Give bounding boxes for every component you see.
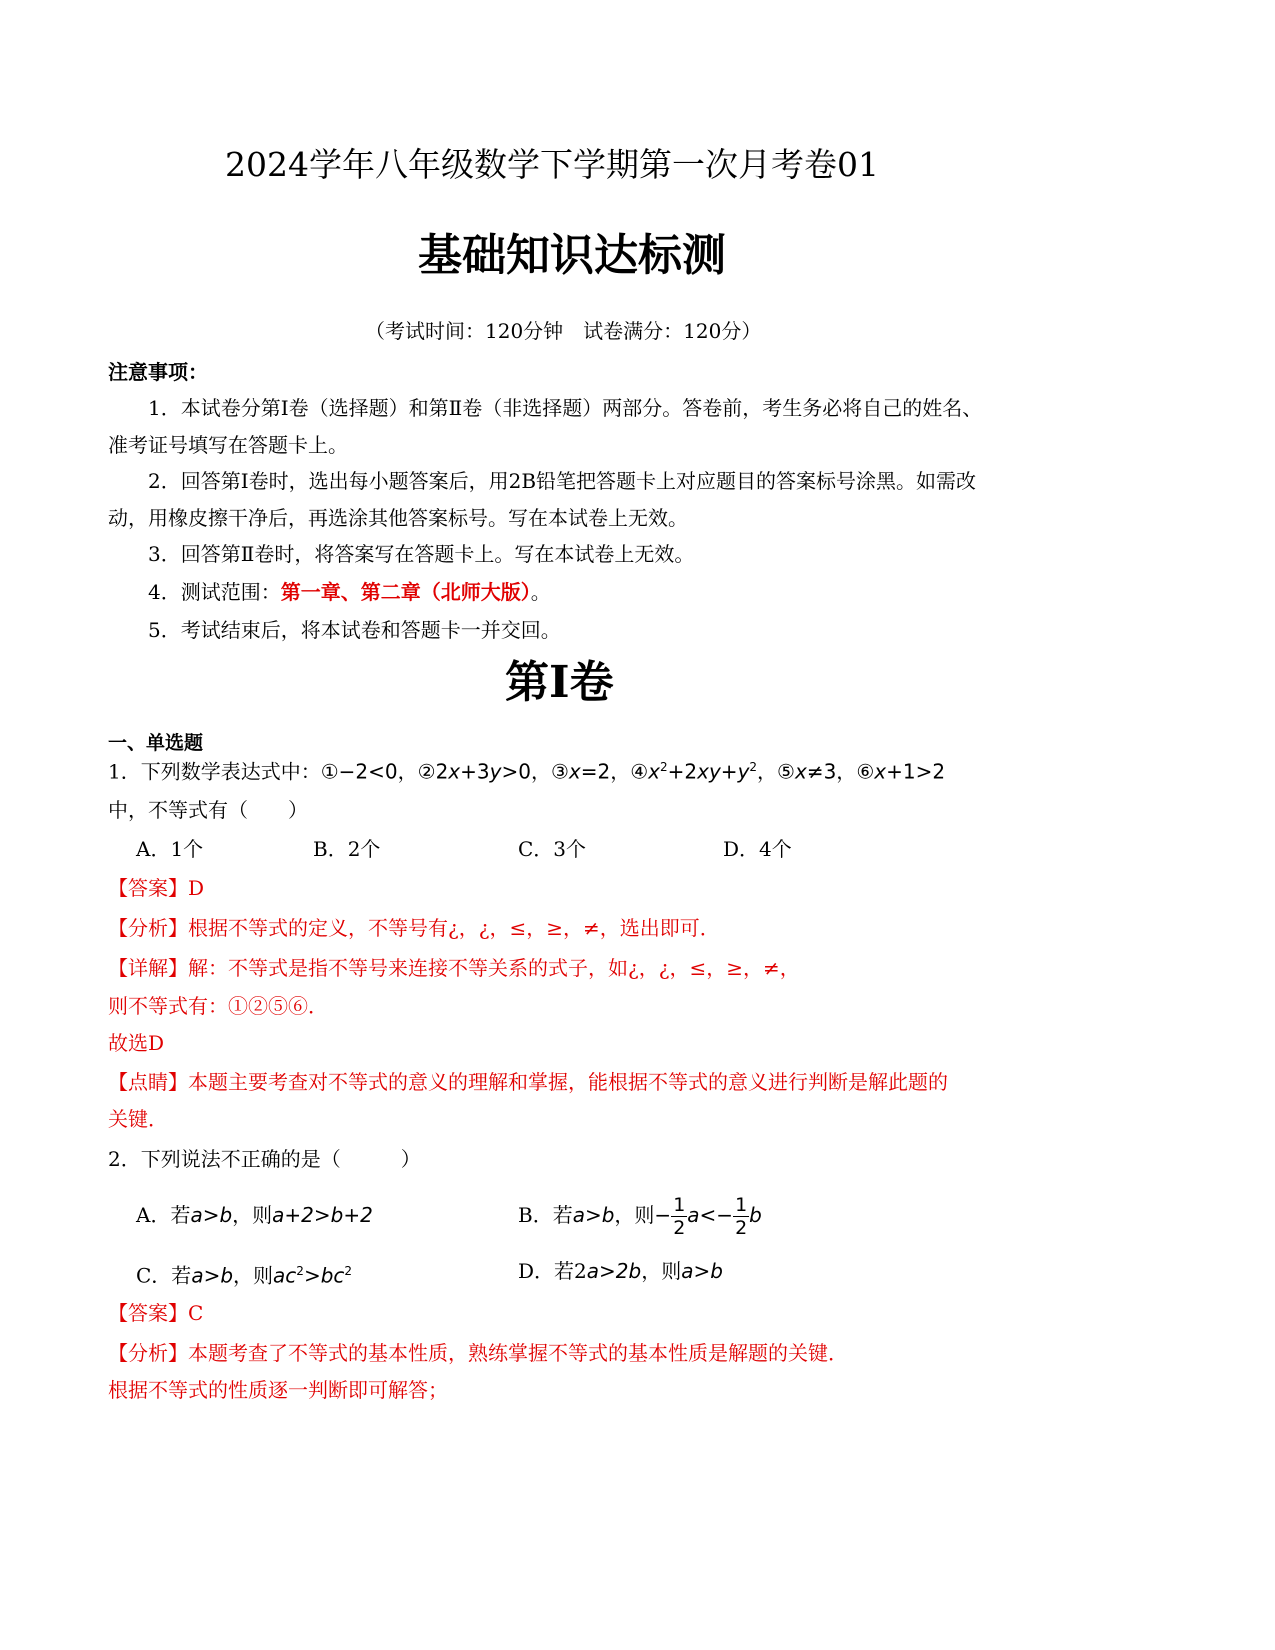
note-item-2-line-2: 动，用橡皮擦干净后，再选涂其他答案标号。写在本试卷上无效。 [108, 506, 688, 530]
exam-info: （考试时间：120分钟 试卷满分：120分） [365, 319, 762, 343]
q1-var-y: y [737, 759, 750, 784]
q1-detail-line-2: 则不等式有：①②⑤⑥． [108, 994, 328, 1018]
note-item-2-line-1: 2．回答第Ⅰ卷时，选出每小题答案后，用2B铅笔把答题卡上对应题目的答案标号涂黑。如需改 [148, 469, 977, 493]
q2-option-d-prefix: D．若2 [518, 1259, 587, 1283]
q1-option-c: C．3个 [518, 837, 587, 861]
q2-option-d-then: ，则 [641, 1259, 682, 1283]
q2-option-b-var-a: a [687, 1203, 700, 1227]
q1-var-x: x [448, 759, 461, 784]
q2-option-d-expression: a>b [681, 1259, 723, 1283]
q1-var-x: x [874, 759, 887, 784]
q2-option-a-expression: a+2>b+2 [272, 1203, 373, 1227]
q1-expr-5-post: ≠3， [806, 759, 857, 784]
q1-option-d: D．4个 [723, 837, 792, 861]
note-item-1-line-1: 1．本试卷分第Ⅰ卷（选择题）和第Ⅱ卷（非选择题）两部分。答卷前，考生务必将自己的姓名、 [148, 396, 983, 420]
q1-comment-line-2: 关键． [108, 1107, 168, 1131]
q2-option-a-prefix: A．若 [136, 1203, 191, 1227]
q2-option-a [136, 1202, 373, 1228]
q1-detail-line-1: 【详解】解：不等式是指不等号来连接不等关系的式子，如¿，¿，≤，≥，≠， [108, 956, 800, 980]
volume-title: 第Ⅰ卷 [505, 657, 614, 708]
q2-option-c [136, 1258, 352, 1289]
q2-answer: 【答案】C [108, 1301, 204, 1325]
q2-option-c-then: ，则 [233, 1263, 274, 1288]
q1-stem-prefix: 1．下列数学表达式中： [108, 759, 321, 784]
q1-exponent: 2 [749, 760, 758, 774]
question-1-stem [108, 754, 945, 785]
note-item-4-prefix: 4．测试范围： [148, 580, 281, 604]
q1-var-x: x [568, 759, 581, 784]
q2-option-c-condition: a>b [191, 1263, 234, 1288]
q2-option-b-less-than: <− [699, 1203, 734, 1227]
note-item-1-line-2: 准考证号填写在答题卡上。 [108, 433, 348, 457]
q1-var-xy: xy [697, 759, 721, 784]
question-1-stem-line-2: 中，不等式有（ ） [108, 798, 308, 822]
test-range: 第一章、第二章（北师大版） [280, 580, 531, 604]
q1-expr-4-post: ， [757, 759, 778, 784]
q1-expr-3-pre: ③ [550, 759, 569, 784]
q1-comment-line-1: 【点睛】本题主要考查对不等式的意义的理解和掌握，能根据不等式的意义进行判断是解此题的 [108, 1070, 948, 1094]
q1-expr-4-mid: +2 [667, 759, 698, 784]
q1-analysis: 【分析】根据不等式的定义，不等号有¿，¿，≤，≥，≠，选出即可． [108, 916, 720, 940]
q1-expr-6-pre: ⑥ [856, 759, 875, 784]
q1-var-x: x [794, 759, 807, 784]
q2-option-c-ac: ac [273, 1263, 297, 1288]
q1-detail-line-3: 故选D [108, 1031, 165, 1055]
q2-option-d-condition: a>2b [586, 1259, 642, 1283]
fraction-one-half [671, 1194, 687, 1239]
question-2-stem: 2．下列说法不正确的是（ ） [108, 1147, 421, 1171]
q2-analysis: 【分析】本题考查了不等式的基本性质，熟练掌握不等式的基本性质是解题的关键． [108, 1341, 848, 1365]
q1-expr-1: ①−2<0， [320, 759, 418, 784]
q1-var-y: y [489, 759, 502, 784]
q1-expr-3-post: =2， [580, 759, 631, 784]
q1-option-b: B．2个 [313, 837, 381, 861]
q2-option-b-var-b: b [749, 1203, 762, 1227]
q1-expr-4-pre: ④ [630, 759, 649, 784]
q1-answer: 【答案】D [108, 876, 205, 900]
fraction-denominator: 2 [735, 1217, 748, 1239]
fraction-numerator: 1 [735, 1194, 748, 1216]
section-heading: 一、单选题 [108, 732, 204, 754]
fraction-denominator: 2 [673, 1217, 686, 1239]
q1-expr-2-post: >0， [501, 759, 551, 784]
q2-option-c-prefix: C．若 [136, 1263, 192, 1288]
q1-expr-2-pre: ②2 [417, 759, 449, 784]
note-item-3: 3．回答第Ⅱ卷时，将答案写在答题卡上。写在本试卷上无效。 [148, 542, 695, 566]
q2-option-a-condition: a>b [190, 1203, 233, 1227]
fraction-numerator: 1 [673, 1194, 686, 1216]
q2-option-b-then: ，则− [614, 1203, 672, 1227]
q1-plus: + [720, 759, 738, 784]
q2-option-c-greater-than: > [303, 1263, 321, 1288]
q1-option-a: A．1个 [136, 837, 204, 861]
q2-option-b-condition: a>b [572, 1203, 615, 1227]
exam-title: 2024学年八年级数学下学期第一次月考卷01 [225, 145, 879, 184]
q1-expr-6-post: +1>2 [886, 759, 946, 784]
fraction-one-half [733, 1194, 749, 1239]
q2-exponent: 2 [296, 1264, 304, 1278]
q2-option-a-then: ，则 [232, 1203, 273, 1227]
q2-option-b [518, 1194, 762, 1239]
q1-var-x: x [648, 759, 660, 784]
notes-heading: 注意事项： [108, 360, 208, 384]
note-item-4-suffix: 。 [530, 580, 551, 604]
q1-expr-2-mid: +3 [460, 759, 490, 784]
q1-expr-5-pre: ⑤ [777, 759, 795, 784]
q2-exponent: 2 [344, 1264, 353, 1278]
q2-analysis-line-2: 根据不等式的性质逐一判断即可解答； [108, 1378, 448, 1402]
note-item-4 [148, 579, 551, 605]
q1-exponent: 2 [660, 760, 668, 774]
exam-subtitle: 基础知识达标测 [418, 230, 726, 281]
q2-option-b-prefix: B．若 [518, 1203, 573, 1227]
note-item-5: 5．考试结束后，将本试卷和答题卡一并交回。 [148, 618, 561, 642]
q2-option-d [518, 1258, 723, 1284]
q2-option-c-bc: bc [320, 1263, 345, 1288]
